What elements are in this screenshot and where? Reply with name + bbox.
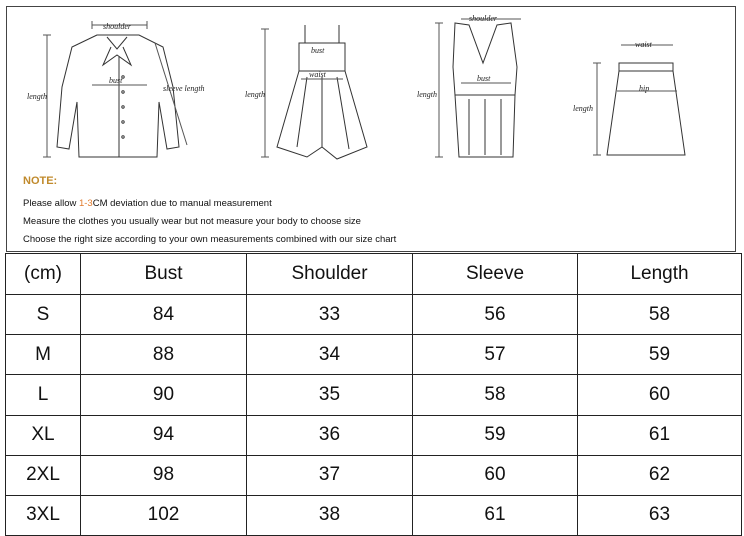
note-deviation-range: 1-3 [78, 198, 93, 209]
size-cell: M [6, 335, 81, 375]
shirt-shoulder-label: shoulder [103, 22, 131, 31]
notes-section [23, 175, 723, 249]
note-title: NOTE: [23, 175, 58, 187]
skirt-illustration [593, 45, 685, 155]
table-row [6, 495, 742, 535]
top-bust-label: bust [477, 74, 491, 83]
shirt-bust-label: bust [109, 76, 123, 85]
size-cell: S [6, 295, 81, 335]
note-deviation [23, 195, 723, 213]
note-deviation-suffix: CM deviation due to manual measurement [92, 198, 272, 209]
size-cell: 3XL [6, 495, 81, 535]
note-measure: Measure the clothes you usually wear but not measure your body to choose size [23, 216, 361, 227]
length-cell: 59 [578, 335, 742, 375]
note-choose-size: Choose the right size according to your own measurements combined with our size chart [23, 234, 397, 245]
note-deviation-prefix: Please allow [23, 198, 79, 209]
table-row [6, 335, 742, 375]
dress-length-label: length [245, 90, 265, 99]
shoulder-cell: 37 [247, 455, 413, 495]
bust-cell: 88 [81, 335, 247, 375]
size-cell: XL [6, 415, 81, 455]
sleeve-cell: 56 [413, 295, 578, 335]
garment-illustrations [7, 7, 735, 175]
shoulder-cell: 38 [247, 495, 413, 535]
length-cell: 61 [578, 415, 742, 455]
shoulder-cell: 33 [247, 295, 413, 335]
shirt-sleeve-label: sleeve length [163, 84, 205, 93]
length-cell: 60 [578, 375, 742, 415]
sleeve-cell: 61 [413, 495, 578, 535]
table-header-row [6, 254, 742, 295]
size-cell: L [6, 375, 81, 415]
sleeve-cell: 60 [413, 455, 578, 495]
sleeve-cell: 59 [413, 415, 578, 455]
shoulder-cell: 36 [247, 415, 413, 455]
bust-cell: 98 [81, 455, 247, 495]
measurement-guide-panel [6, 6, 736, 252]
bust-cell: 102 [81, 495, 247, 535]
header-bust: Bust [81, 254, 247, 295]
skirt-length-label: length [573, 104, 593, 113]
bust-cell: 94 [81, 415, 247, 455]
table-row [6, 375, 742, 415]
dress-bust-label: bust [311, 46, 325, 55]
top-shoulder-label: shoulder [469, 14, 497, 23]
bust-cell: 90 [81, 375, 247, 415]
dress-waist-label: waist [309, 70, 326, 79]
length-cell: 58 [578, 295, 742, 335]
sleeve-cell: 58 [413, 375, 578, 415]
sleeve-cell: 57 [413, 335, 578, 375]
header-length: Length [578, 254, 742, 295]
length-cell: 62 [578, 455, 742, 495]
header-sleeve: Sleeve [413, 254, 578, 295]
skirt-hip-label: hip [639, 84, 650, 93]
header-unit: (cm) [6, 254, 81, 295]
size-chart-table [5, 253, 742, 536]
top-length-label: length [417, 90, 437, 99]
shirt-length-label: length [27, 92, 47, 101]
bust-cell: 84 [81, 295, 247, 335]
table-row [6, 455, 742, 495]
shoulder-cell: 35 [247, 375, 413, 415]
header-shoulder: Shoulder [247, 254, 413, 295]
table-row [6, 295, 742, 335]
table-row [6, 415, 742, 455]
size-cell: 2XL [6, 455, 81, 495]
top-illustration [435, 19, 521, 157]
length-cell: 63 [578, 495, 742, 535]
shoulder-cell: 34 [247, 335, 413, 375]
skirt-waist-label: waist [635, 40, 652, 49]
